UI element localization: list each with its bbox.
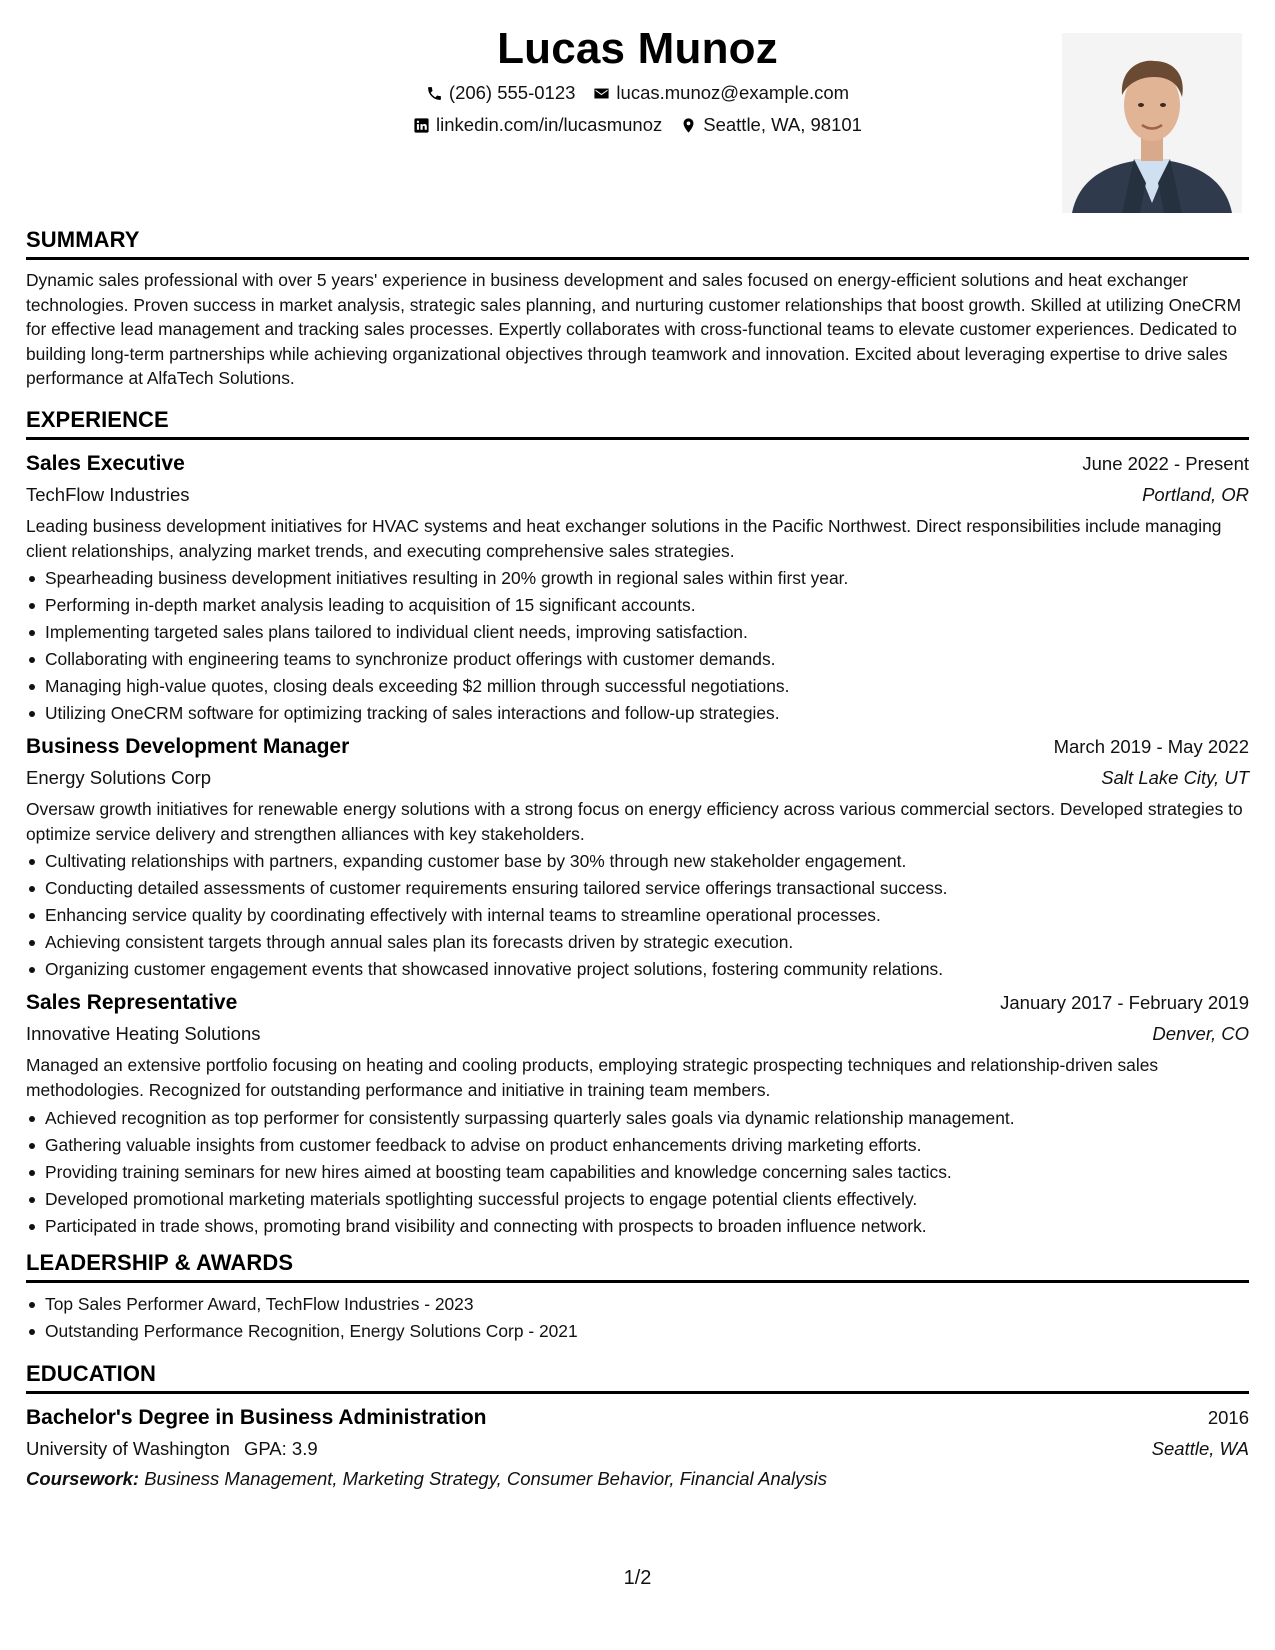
list-item: Participated in trade shows, promoting brand visibility and connecting with prospects to broaden influence network. (26, 1213, 1249, 1240)
job-dates: January 2017 - February 2019 (1000, 992, 1249, 1014)
experience-section (26, 405, 1249, 1240)
summary-heading: SUMMARY (26, 227, 140, 252)
job-company: Energy Solutions Corp (26, 767, 212, 789)
list-item: Implementing targeted sales plans tailored to individual client needs, improving satisfaction. (26, 619, 1249, 646)
job-dates: March 2019 - May 2022 (1053, 736, 1249, 758)
education-heading: EDUCATION (26, 1360, 157, 1386)
job-title: Business Development Manager (26, 735, 350, 759)
profile-photo (1062, 33, 1242, 213)
job-entry (26, 731, 1249, 983)
envelope-icon (593, 85, 610, 102)
summary-text: Dynamic sales professional with over 5 years' experience in business development and sales focused on energy-efficient solutions and heat exchanger technologies. Proven success in market analysis, strategic sales planning, and nurturing customer relationships that boost growth. Skilled at utilizing OneCRM for effective lead management and tracking sales processes. Expertly collaborates with cross-functional teams to elevate customer experiences. Dedicated to building long-term partnerships while achieving organizational objectives through teamwork and innovation. Excited about leveraging expertise to drive sales performance at AlfaTech Solutions. (26, 270, 1242, 389)
section-divider (26, 1280, 1249, 1283)
list-item: Spearheading business development initiatives resulting in 20% growth in regional sales within first year. (26, 565, 1249, 592)
page-number: 1/2 (623, 1567, 652, 1589)
phone-icon (426, 85, 443, 102)
job-entry (26, 987, 1249, 1239)
list-item: Achieving consistent targets through annual sales plan its forecasts driven by strategic execution. (26, 929, 1249, 956)
job-title: Sales Executive (26, 451, 185, 475)
section-divider (26, 257, 1249, 260)
job-company: TechFlow Industries (26, 483, 190, 505)
list-item: Providing training seminars for new hires aimed at boosting team capabilities and knowledge concerning sales tactics. (26, 1159, 1249, 1186)
linkedin-url[interactable]: linkedin.com/in/lucasmunoz (436, 114, 663, 135)
job-company: Innovative Heating Solutions (26, 1023, 261, 1045)
job-description: Managed an extensive portfolio focusing on heating and cooling products, employing strategic prospecting techniques and relationship-driven sales methodologies. Recognized for outstanding performance and initiative in training team members. (26, 1055, 1159, 1100)
job-bullets (26, 1105, 1249, 1240)
map-pin-icon (680, 117, 697, 134)
contact-linkedin[interactable] (413, 110, 662, 140)
section-divider (26, 1391, 1249, 1394)
candidate-name: Lucas Munoz (497, 24, 778, 73)
email-address[interactable]: lucas.munoz@example.com (616, 82, 850, 103)
school-location: Seattle, WA (1151, 1437, 1249, 1459)
list-item: Gathering valuable insights from customer feedback to advise on product enhancements driving marketing efforts. (26, 1132, 1249, 1159)
job-bullets (26, 848, 1249, 983)
resume-body (26, 225, 1249, 1494)
list-item: Top Sales Performer Award, TechFlow Industries - 2023 (26, 1291, 1249, 1318)
list-item: Achieved recognition as top performer for consistently surpassing quarterly sales goals via dynamic relationship management. (26, 1105, 1249, 1132)
gpa-text: GPA: 3.9 (243, 1437, 318, 1459)
list-item: Performing in-depth market analysis leading to acquisition of 15 significant accounts. (26, 592, 1249, 619)
list-item: Enhancing service quality by coordinating effectively with internal teams to streamline operational processes. (26, 902, 1249, 929)
list-item: Developed promotional marketing materials spotlighting successful projects to engage potential clients effectively. (26, 1186, 1249, 1213)
coursework-label: Coursework: (26, 1467, 140, 1489)
list-item: Utilizing OneCRM software for optimizing tracking of sales interactions and follow-up strategies. (26, 700, 1249, 727)
contact-location (680, 110, 862, 140)
job-location: Denver, CO (1152, 1023, 1249, 1045)
job-entry (26, 448, 1249, 727)
list-item: Organizing customer engagement events that showcased innovative project solutions, fostering community relations. (26, 956, 1249, 983)
experience-heading: EXPERIENCE (26, 406, 169, 432)
phone-number: (206) 555-0123 (448, 82, 576, 103)
list-item: Managing high-value quotes, closing deals exceeding $2 million through successful negotiations. (26, 673, 1249, 700)
job-location: Salt Lake City, UT (1101, 767, 1249, 789)
leadership-heading: LEADERSHIP & AWARDS (26, 1249, 294, 1275)
job-location: Portland, OR (1142, 483, 1249, 505)
list-item: Outstanding Performance Recognition, Energy Solutions Corp - 2021 (26, 1318, 1249, 1345)
coursework-text: Business Management, Marketing Strategy, Consumer Behavior, Financial Analysis (144, 1467, 827, 1489)
list-item: Collaborating with engineering teams to synchronize product offerings with customer demands. (26, 646, 1249, 673)
education-section (26, 1359, 1249, 1494)
summary-section (26, 225, 1249, 391)
linkedin-icon (413, 117, 430, 134)
school-name: University of Washington (26, 1437, 230, 1459)
leadership-section (26, 1248, 1249, 1345)
graduation-year: 2016 (1207, 1406, 1249, 1428)
section-divider (26, 437, 1249, 440)
job-dates: June 2022 - Present (1082, 452, 1249, 474)
awards-list (26, 1291, 1249, 1345)
job-description: Oversaw growth initiatives for renewable energy solutions with a strong focus on energy efficiency across various commercial sectors. Developed strategies to optimize service delivery and strengthen alliances with key stakeholders. (26, 799, 1243, 844)
contact-email[interactable] (593, 78, 849, 108)
job-bullets (26, 565, 1249, 727)
job-description: Leading business development initiatives for HVAC systems and heat exchanger solutions in the Pacific Northwest. Direct responsibilities include managing client relationships, analyzing market trends, and executing comprehensive sales strategies. (26, 515, 1222, 561)
location-text: Seattle, WA, 98101 (703, 114, 862, 135)
job-title: Sales Representative (26, 991, 238, 1015)
list-item: Cultivating relationships with partners, expanding customer base by 30% through new stakeholder engagement. (26, 848, 1249, 875)
contact-phone (426, 78, 576, 108)
coursework-line (26, 1464, 1249, 1494)
list-item: Conducting detailed assessments of customer requirements ensuring tailored service offerings transactional success. (26, 875, 1249, 902)
degree-title: Bachelor's Degree in Business Administration (26, 1405, 487, 1429)
